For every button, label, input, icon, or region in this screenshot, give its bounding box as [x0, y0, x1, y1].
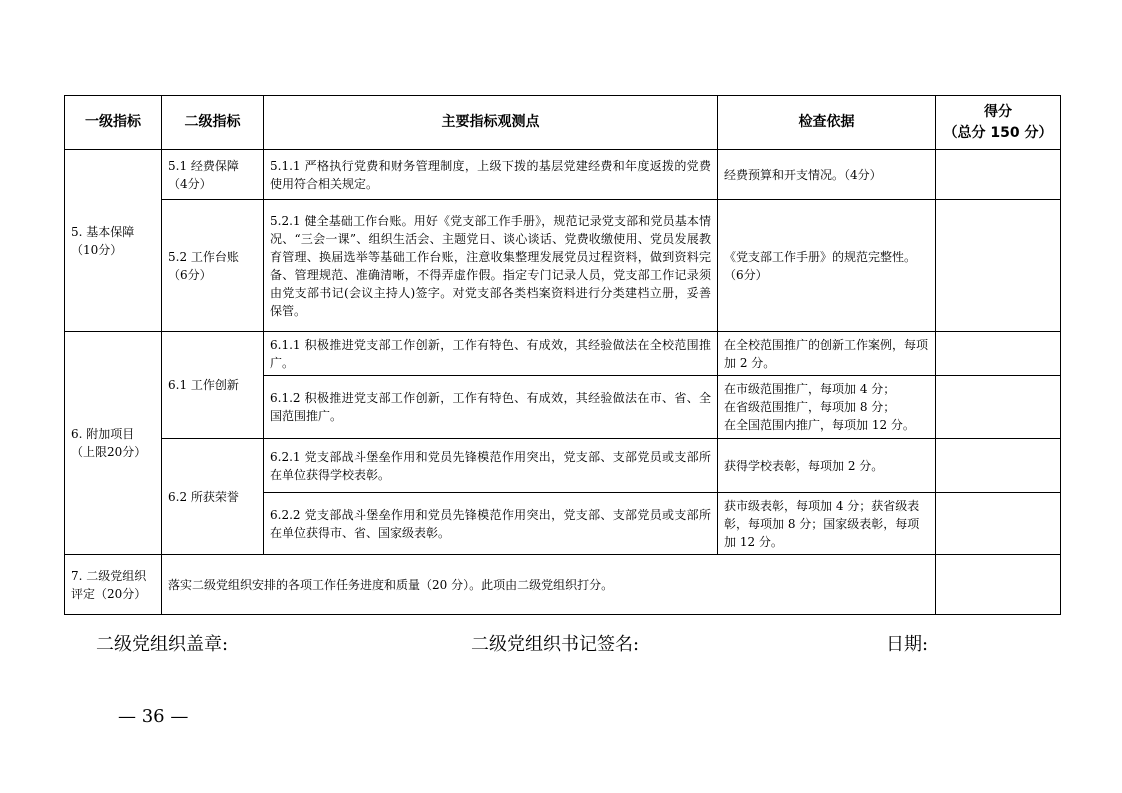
level1-cell: 5. 基本保障（10分） — [65, 150, 162, 332]
basis-cell: 获得学校表彰，每项加 2 分。 — [718, 439, 936, 493]
level1-cell: 6. 附加项目（上限20分） — [65, 332, 162, 555]
score-input-cell[interactable] — [936, 493, 1061, 555]
signature-line — [96, 628, 956, 658]
observation-cell: 6.2.2 党支部战斗堡垒作用和党员先锋模范作用突出，党支部、支部党员或支部所在单位获得市、省、国家级表彰。 — [264, 493, 718, 555]
header-level2: 二级指标 — [162, 96, 264, 150]
header-level1: 一级指标 — [65, 96, 162, 150]
basis-cell — [718, 376, 936, 439]
basis-line: 在全国范围内推广，每项加 12 分。 — [724, 418, 915, 432]
header-score — [936, 96, 1061, 150]
score-input-cell[interactable] — [936, 439, 1061, 493]
score-input-cell[interactable] — [936, 150, 1061, 200]
header-score-label: 得分 — [984, 103, 1012, 120]
level2-cell: 6.2 所获荣誉 — [162, 439, 264, 555]
score-input-cell[interactable] — [936, 555, 1061, 615]
table-row — [65, 439, 1061, 493]
basis-cell: 在全校范围推广的创新工作案例，每项加 2 分。 — [718, 332, 936, 376]
basis-cell: 《党支部工作手册》的规范完整性。（6分） — [718, 200, 936, 332]
evaluation-table — [64, 95, 1061, 615]
secretary-signature-label: 二级党组织书记签名: — [471, 634, 640, 655]
observation-cell: 6.1.1 积极推进党支部工作创新，工作有特色、有成效，其经验做法在全校范围推广。 — [264, 332, 718, 376]
header-observation: 主要指标观测点 — [264, 96, 718, 150]
table-row — [65, 332, 1061, 376]
table-row — [65, 555, 1061, 615]
basis-cell: 经费预算和开支情况。（4分） — [718, 150, 936, 200]
header-row — [65, 96, 1061, 150]
evaluation-sheet — [64, 95, 1060, 614]
basis-line: 在市级范围推广，每项加 4 分； — [724, 382, 896, 396]
basis-line: 在省级范围推广，每项加 8 分； — [724, 400, 896, 414]
page-number: — 36 — — [118, 706, 189, 727]
header-score-total: （总分 150 分） — [943, 124, 1053, 141]
table-row — [65, 200, 1061, 332]
header-basis: 检查依据 — [718, 96, 936, 150]
level1-cell: 7. 二级党组织评定（20分） — [65, 555, 162, 615]
date-label: 日期: — [886, 634, 929, 655]
table-row — [65, 150, 1061, 200]
level2-cell: 6.1 工作创新 — [162, 332, 264, 439]
seal-label: 二级党组织盖章: — [96, 634, 229, 655]
score-input-cell[interactable] — [936, 200, 1061, 332]
observation-cell: 6.2.1 党支部战斗堡垒作用和党员先锋模范作用突出，党支部、支部党员或支部所在单位获得学校表彰。 — [264, 439, 718, 493]
level2-cell: 5.1 经费保障（4分） — [162, 150, 264, 200]
observation-cell: 6.1.2 积极推进党支部工作创新，工作有特色、有成效，其经验做法在市、省、全国范围推广。 — [264, 376, 718, 439]
score-input-cell[interactable] — [936, 332, 1061, 376]
score-input-cell[interactable] — [936, 376, 1061, 439]
observation-cell: 落实二级党组织安排的各项工作任务进度和质量（20 分）。此项由二级党组织打分。 — [162, 555, 936, 615]
observation-cell: 5.1.1 严格执行党费和财务管理制度，上级下拨的基层党建经费和年度返拨的党费使用符合相关规定。 — [264, 150, 718, 200]
observation-cell: 5.2.1 健全基础工作台账。用好《党支部工作手册》，规范记录党支部和党员基本情况、“三会一课”、组织生活会、主题党日、谈心谈话、党费收缴使用、党员发展教育管理、换届选举等基础工作台账，注意收集整理发展党员过程资料，做到资料完备、管理规范、准确清晰，不得弄虚作假。指定专门记录人员，党支部工作记录须由党支部书记(会议主持人)签字。对党支部各类档案资料进行分类建档立册，妥善保管。 — [264, 200, 718, 332]
basis-cell: 获市级表彰，每项加 4 分；获省级表彰，每项加 8 分；国家级表彰，每项加 12 分。 — [718, 493, 936, 555]
level2-cell: 5.2 工作台账（6分） — [162, 200, 264, 332]
